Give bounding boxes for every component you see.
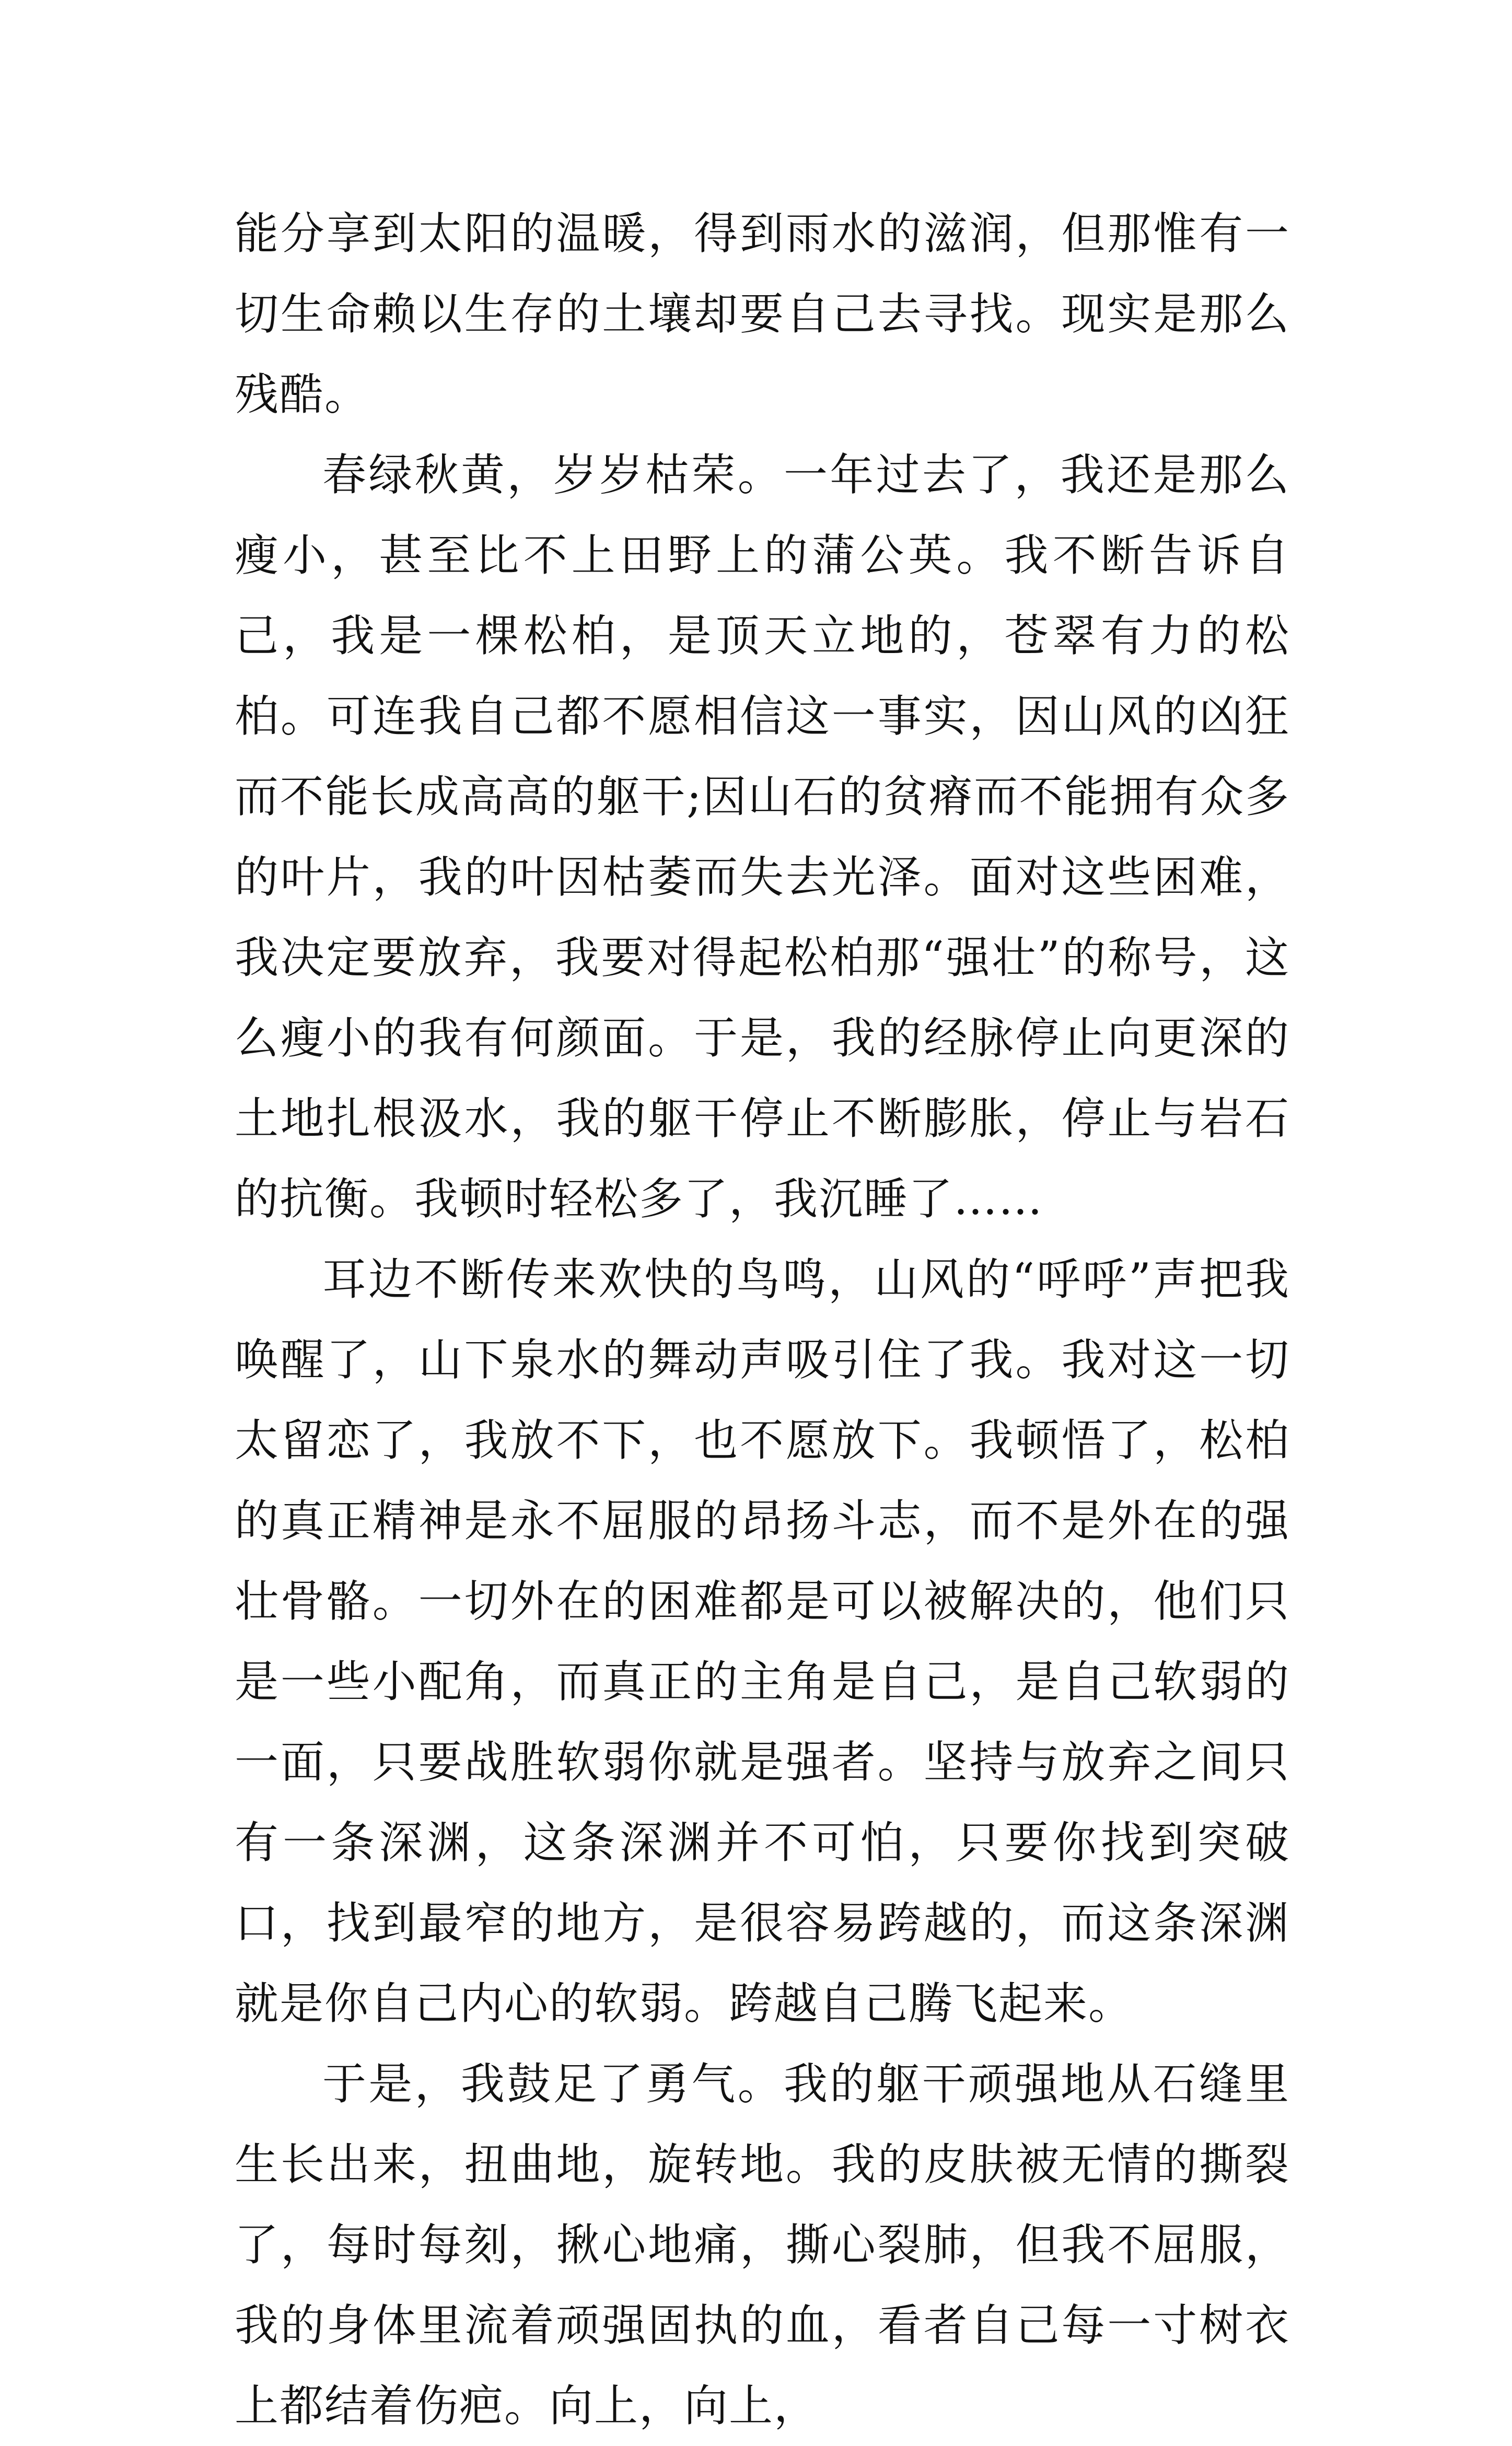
paragraph-2: 春绿秋黄，岁岁枯荣。一年过去了，我还是那么瘦小，甚至比不上田野上的蒲公英。我不断告诉自己，我是一棵松柏，是顶天立地的，苍翠有力的松柏。可连我自己都不愿相信这一事实，因山风的凶狂而不能长成高高的躯干;因山石的贫瘠而不能拥有众多的叶片，我的叶因枯萎而失去光泽。面对这些困难，我决定要放弃，我要对得起松柏那“强壮”的称号，这么瘦小的我有何颜面。于是，我的经脉停止向更深的土地扎根汲水，我的躯干停止不断膨胀，停止与岩石的抗衡。我顿时轻松多了，我沉睡了……	[235, 449, 1290, 1225]
body-text	[235, 193, 1290, 2446]
paragraph-3: 耳边不断传来欢快的鸟鸣，山风的“呼呼”声把我唤醒了，山下泉水的舞动声吸引住了我。我对这一切太留恋了，我放不下，也不愿放下。我顿悟了，松柏的真正精神是永不屈服的昂扬斗志，而不是外在的强壮骨骼。一切外在的困难都是可以被解决的，他们只是一些小配角，而真正的主角是自己，是自己软弱的一面，只要战胜软弱你就是强者。坚持与放弃之间只有一条深渊，这条深渊并不可怕，只要你找到突破口，找到最窄的地方，是很容易跨越的，而这条深渊就是你自己内心的软弱。跨越自己腾飞起来。	[235, 1254, 1290, 2029]
paragraph-1: 能分享到太阳的温暖，得到雨水的滋润，但那惟有一切生命赖以生存的土壤却要自己去寻找。现实是那么残酷。	[235, 208, 1290, 420]
paragraph-4: 于是，我鼓足了勇气。我的躯干顽强地从石缝里生长出来，扭曲地，旋转地。我的皮肤被无情的撕裂了，每时每刻，揪心地痛，撕心裂肺，但我不屈服，我的身体里流着顽强固执的血，看者自己每一寸树衣上都结着伤疤。向上，向上，	[235, 2058, 1290, 2431]
